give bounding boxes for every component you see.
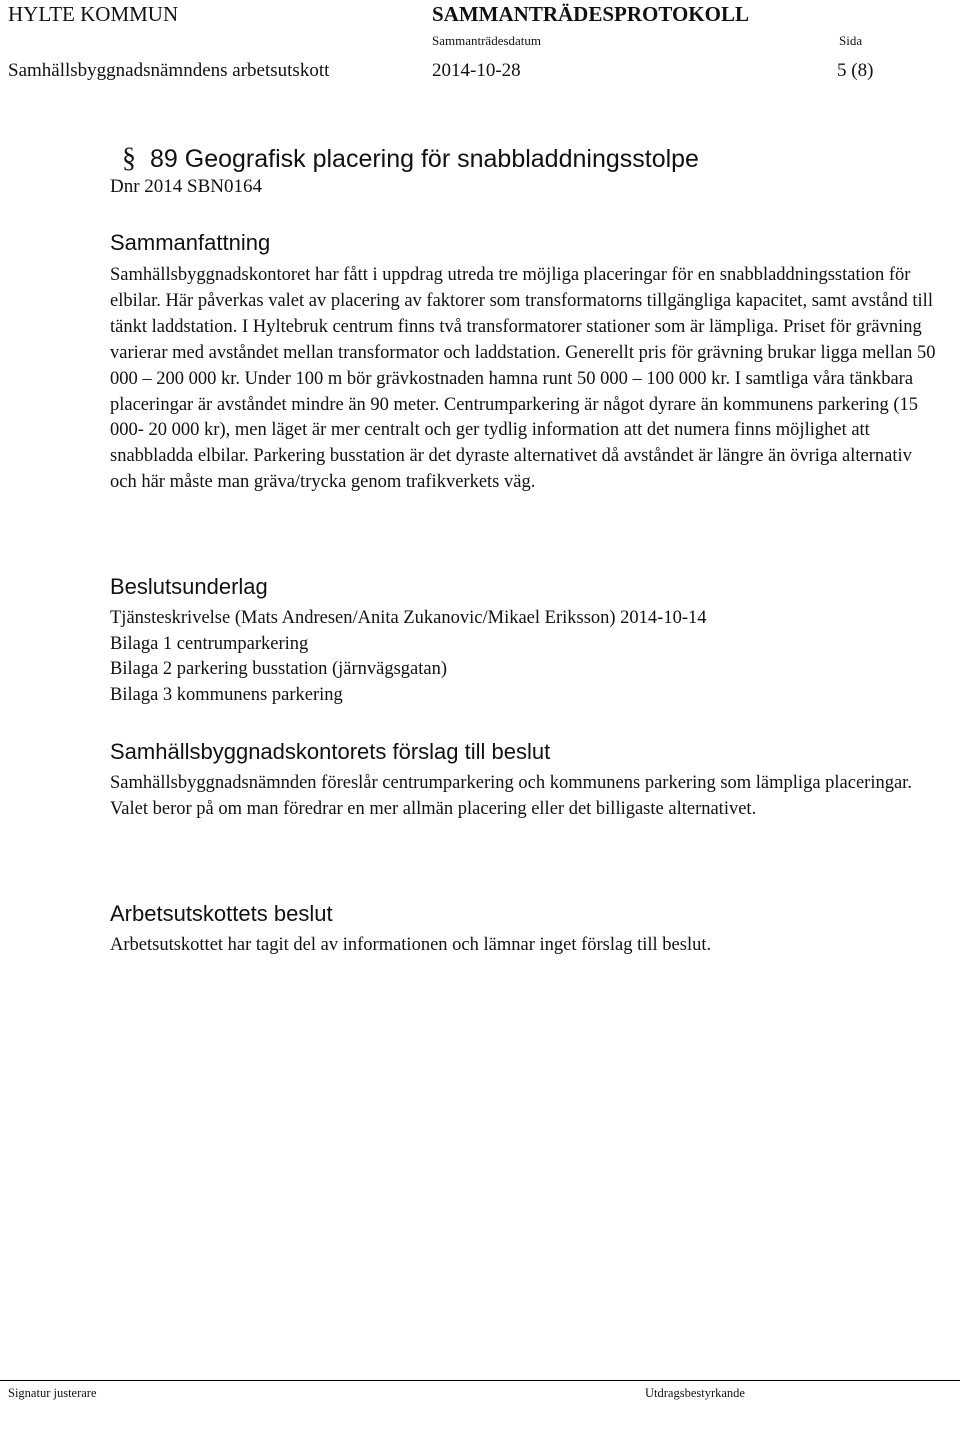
meeting-date: 2014-10-28	[432, 60, 521, 81]
page-label: Sida	[839, 33, 863, 48]
basis-heading: Beslutsunderlag	[110, 574, 268, 599]
list-item: Bilaga 2 parkering busstation (järnvägsgatan)	[110, 659, 448, 680]
basis-list	[110, 606, 707, 708]
item-title	[122, 143, 699, 175]
document-type: SAMMANTRÄDESPROTOKOLL	[432, 2, 749, 26]
diary-number: Dnr 2014 SBN0164	[110, 176, 263, 197]
item-title-text: 89 Geografisk placering för snabbladdningsstolpe	[150, 145, 699, 173]
proposal-heading: Samhällsbyggnadskontorets förslag till beslut	[110, 739, 551, 764]
page-number: 5 (8)	[837, 60, 874, 81]
committee-name: Samhällsbyggnadsnämndens arbetsutskott	[8, 60, 330, 81]
meeting-date-label: Sammanträdesdatum	[432, 33, 542, 48]
organization-name: HYLTE KOMMUN	[8, 2, 179, 26]
decision-heading: Arbetsutskottets beslut	[110, 901, 333, 926]
signature-label: Signatur justerare	[8, 1386, 97, 1400]
list-item: Bilaga 1 centrumparkering	[110, 633, 309, 654]
section-sign: §	[122, 143, 136, 174]
list-item: Bilaga 3 kommunens parkering	[110, 684, 343, 705]
footer-divider	[0, 1380, 960, 1381]
proposal-text: Samhällsbyggnadsnämnden föreslår centrumparkering och kommunens parkering som lämpliga placeringar. Valet beror på om man föredrar en mer allmän placering eller det billigaste alternativet.	[110, 773, 912, 819]
list-item: Tjänsteskrivelse (Mats Andresen/Anita Zukanovic/Mikael Eriksson) 2014-10-14	[110, 608, 707, 628]
decision-text: Arbetsutskottet har tagit del av informationen och lämnar inget förslag till beslut.	[110, 935, 712, 955]
summary-heading: Sammanfattning	[110, 230, 271, 255]
certified-label: Utdragsbestyrkande	[645, 1386, 745, 1400]
summary-text: Samhällsbyggnadskontoret har fått i uppdrag utreda tre möjliga placeringar för en snabbladdningsstation för elbilar. Här påverkas valet av placering av faktorer som transformatorns tillgängliga kapacitet, samt avstånd till tänkt laddstation. I Hyltebruk centrum finns två transformatorer stationer som är lämpliga. Priset för grävning varierar med avståndet mellan transformator och laddstation. Generellt pris för grävning brukar ligga mellan 50 000 – 200 000 kr. Under 100 m bör grävkostnaden hamna runt 50 000 – 100 000 kr. I samtliga våra tänkbara placeringar är avståndet mindre än 90 meter. Centrumparkering är något dyrare än kommunens parkering (15 000- 20 000 kr), men läget är mer centralt och ger tydlig information att det numera finns möjlighet att snabbladda elbilar. Parkering busstation är det dyraste alternativet då avståndet är längre än övriga alternativ och här måste man gräva/trycka genom trafikverkets väg.	[110, 265, 936, 493]
